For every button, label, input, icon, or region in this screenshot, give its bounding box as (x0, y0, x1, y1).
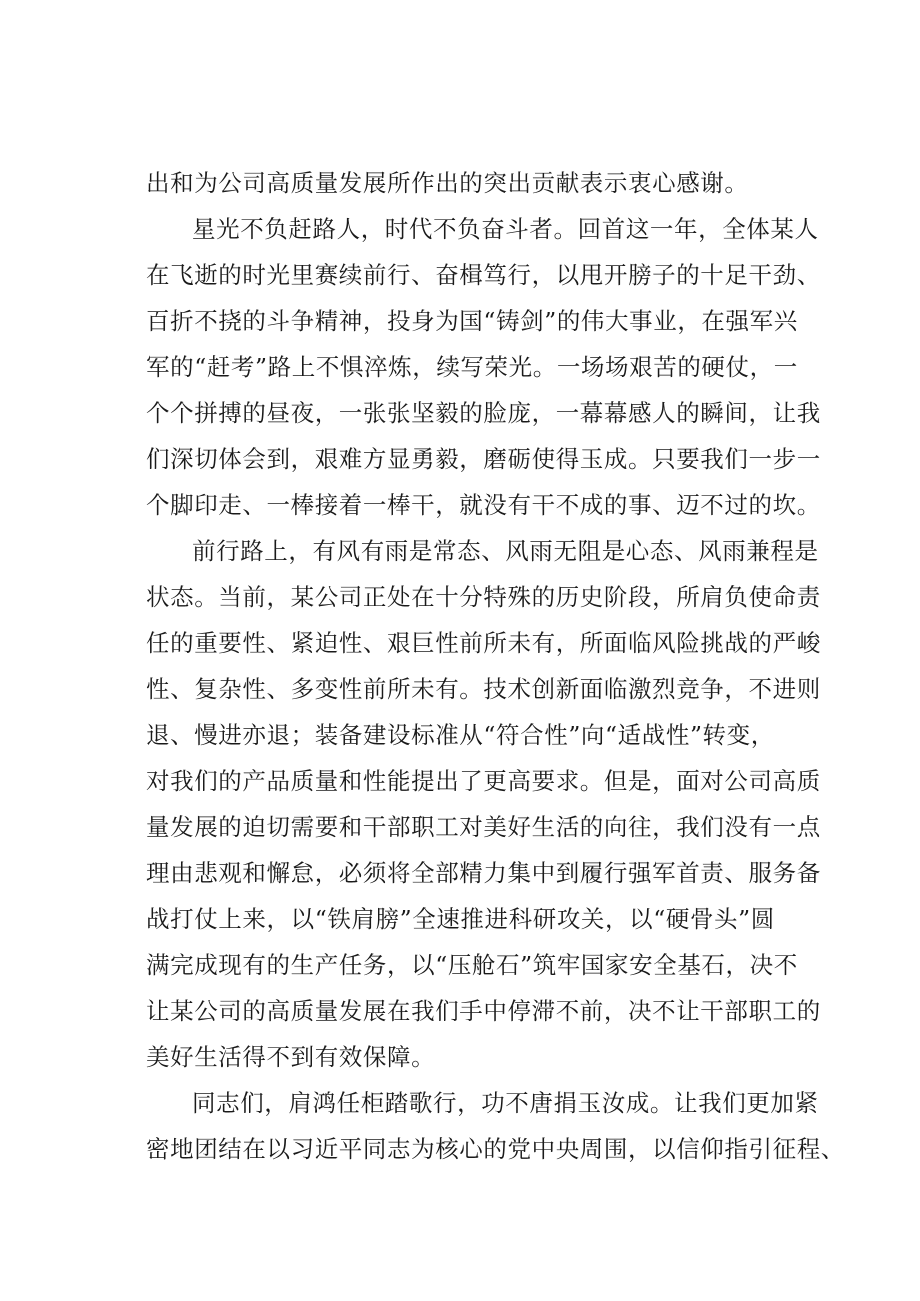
text-line: 量发展的迫切需要和干部职工对美好生活的向往，我们没有一点 (146, 813, 821, 841)
text-line: 满完成现有的生产任务，以“压舱石”筑牢国家安全基石，决不 (146, 951, 798, 979)
text-line: 理由悲观和懈怠，必须将全部精力集中到履行强军首责、服务备 (146, 859, 821, 887)
text-line: 个个拼搏的昼夜，一张张坚毅的脸庞，一幕幕感人的瞬间，让我 (146, 399, 821, 427)
text-line: 任的重要性、紧迫性、艰巨性前所未有，所面临风险挑战的严峻 (146, 629, 821, 657)
text-line: 美好生活得不到有效保障。 (146, 1043, 436, 1071)
text-line: 个脚印走、一棒接着一棒干，就没有干不成的事、迈不过的坎。 (146, 491, 821, 519)
text-line: 性、复杂性、多变性前所未有。技术创新面临激烈竞争，不进则 (146, 675, 821, 703)
text-line: 战打仗上来，以“铁肩膀”全速推进科研攻关，以“硬骨头”圆 (146, 905, 775, 933)
text-line: 退、慢进亦退；装备建设标准从“符合性”向“适战性”转变， (146, 721, 775, 749)
text-line: 密地团结在以习近平同志为核心的党中央周围，以信仰指引征程、 (146, 1135, 845, 1163)
text-line: 状态。当前，某公司正处在十分特殊的历史阶段，所肩负使命责 (146, 583, 821, 611)
text-line: 对我们的产品质量和性能提出了更高要求。但是，面对公司高质 (146, 767, 821, 795)
text-line: 们深切体会到，艰难方显勇毅，磨砺使得玉成。只要我们一步一 (146, 445, 821, 473)
text-line: 出和为公司高质量发展所作出的突出贡献表示衷心感谢。 (146, 169, 749, 197)
text-line: 在飞逝的时光里赛续前行、奋楫笃行，以甩开膀子的十足干劲、 (146, 261, 821, 289)
text-line: 星光不负赶路人，时代不负奋斗者。回首这一年，全体某人 (192, 215, 819, 243)
text-line: 百折不挠的斗争精神，投身为国“铸剑”的伟大事业，在强军兴 (146, 307, 798, 335)
text-line: 同志们，肩鸿任柜踏歌行，功不唐捐玉汝成。让我们更加紧 (192, 1089, 819, 1117)
document-body (146, 160, 845, 1172)
text-line: 让某公司的高质量发展在我们手中停滞不前，决不让干部职工的 (146, 997, 821, 1025)
text-line: 军的“赶考”路上不惧淬炼，续写荣光。一场场艰苦的硬仗，一 (146, 353, 798, 381)
text-line: 前行路上，有风有雨是常态、风雨无阻是心态、风雨兼程是 (192, 537, 819, 565)
